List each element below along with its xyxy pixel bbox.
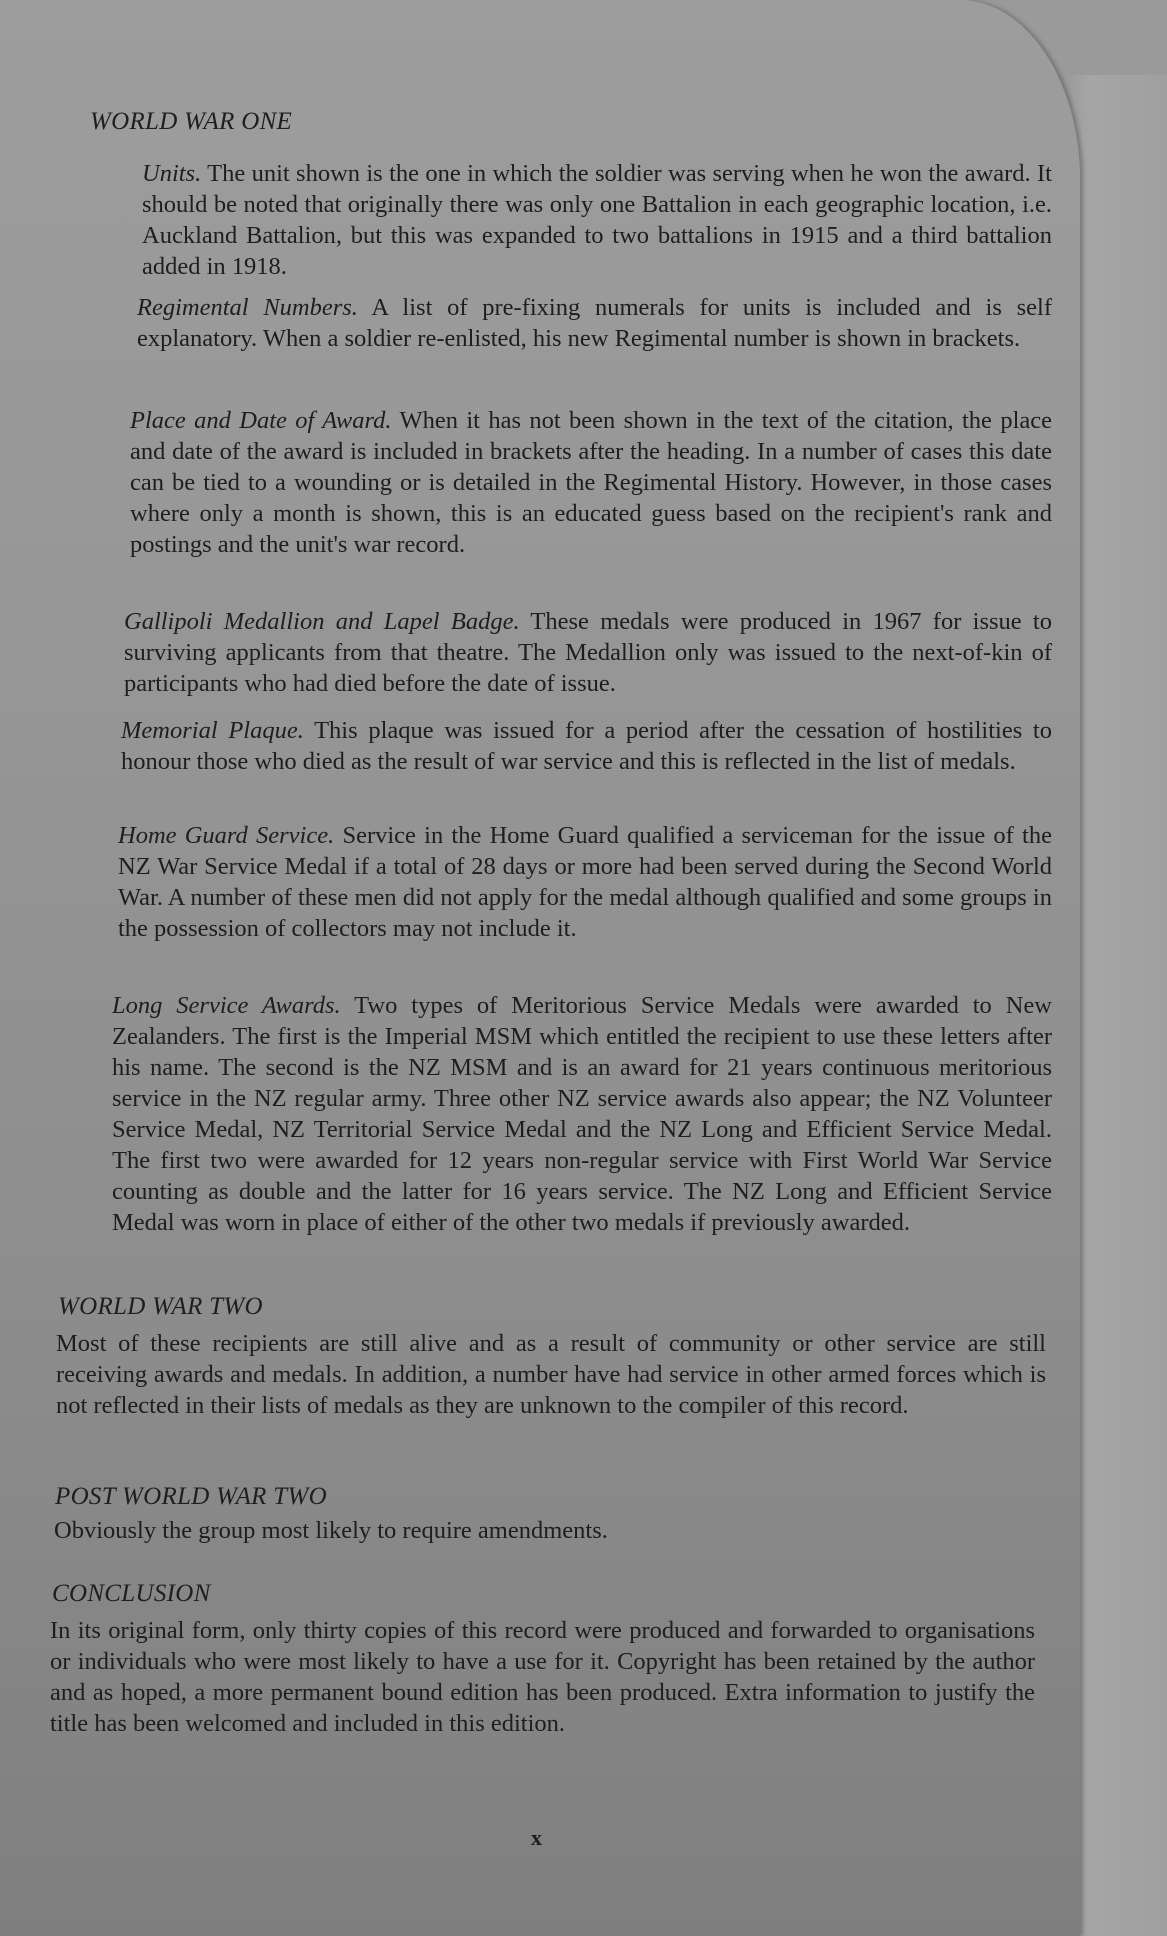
paragraph-world-war-two: Most of these recipients are still alive and as a result of community or other service are still receiving awards and medals. In addition, a number have had service in other armed forces which is not reflected in their lists of medals as they are unknown to the compiler of this record. bbox=[56, 1330, 1046, 1419]
paragraph-memorial-plaque bbox=[121, 715, 1052, 777]
paragraph-place-and-date bbox=[130, 405, 1052, 560]
paragraph-lead: Gallipoli Medallion and Lapel Badge. bbox=[124, 608, 520, 635]
paragraph-home-guard-service bbox=[118, 820, 1052, 944]
paragraph-text: These medals were produced in 1967 for issue to surviving applicants from that theatre. The Medallion only was issued to the next-of-kin of participants who had died before the date of issue. bbox=[124, 608, 1052, 697]
paragraph-units bbox=[142, 158, 1052, 282]
paragraph-lead: Memorial Plaque. bbox=[121, 717, 304, 744]
paragraph-lead: Place and Date of Award. bbox=[130, 407, 392, 434]
paragraph-text: Two types of Meritorious Service Medals were awarded to New Zealanders. The first is the Imperial MSM which entitled the recipient to use these letters after his name. The second is the NZ MSM and is an award for 21 years continuous meritorious service in the NZ regular army. Three other NZ service awards also appear; the NZ Volunteer Service Medal, NZ Territorial Service Medal and the NZ Long and Efficient Service Medal. The first two were awarded for 12 years non-regular service with First World War Service counting as double and the latter for 16 years service. The NZ Long and Efficient Service Medal was worn in place of either of the other two medals if previously awarded. bbox=[112, 992, 1053, 1236]
paragraph-text: The unit shown is the one in which the soldier was serving when he won the award. It should be noted that originally there was only one Battalion in each geographic location, i.e. Auckland Battalion, but this was expanded to two battalions in 1915 and a third battalion added in 1918. bbox=[142, 160, 1052, 280]
paragraph-text: This plaque was issued for a period after the cessation of hostilities to honour those who died as the result of war service and this is reflected in the list of medals. bbox=[121, 717, 1052, 775]
paragraph-lead: Long Service Awards. bbox=[112, 992, 341, 1019]
paragraph-lead: Home Guard Service. bbox=[118, 822, 335, 849]
paragraph-text: When it has not been shown in the text of the citation, the place and date of the award is included in brackets after the heading. In a number of cases this date can be tied to a wounding or is detailed in the Regimental History. However, in those cases where only a month is shown, this is an educated guess based on the recipient's rank and postings and the unit's war record. bbox=[130, 407, 1052, 558]
section-heading-world-war-two: WORLD WAR TWO bbox=[58, 1293, 263, 1320]
page-number: x bbox=[531, 1825, 542, 1850]
paragraph-text: Service in the Home Guard qualified a serviceman for the issue of the NZ War Service Medal if a total of 28 days or more had been served during the Second World War. A number of these men did not apply for the medal although qualified and some groups in the possession of collectors may not include it. bbox=[118, 822, 1052, 942]
paragraph-lead: Regimental Numbers. bbox=[137, 294, 358, 321]
paragraph-lead: Units. bbox=[142, 160, 202, 187]
section-heading-conclusion: CONCLUSION bbox=[52, 1580, 211, 1607]
paragraph-text: A list of pre-fixing numerals for units is included and is self explanatory. When a soldier re-enlisted, his new Regimental number is shown in brackets. bbox=[137, 294, 1052, 352]
paragraph-post-world-war-two: Obviously the group most likely to require amendments. bbox=[54, 1517, 608, 1544]
paragraph-long-service-awards bbox=[112, 990, 1052, 1238]
paragraph-gallipoli-medallion bbox=[124, 606, 1052, 699]
paragraph-regimental-numbers bbox=[137, 292, 1052, 354]
paragraph-conclusion: In its original form, only thirty copies of this record were produced and forwarded to organisations or individuals who were most likely to have a use for it. Copyright has been retained by the author and as hoped, a more permanent bound edition has been produced. Extra information to justify the title has been welcomed and included in this edition. bbox=[50, 1617, 1035, 1737]
section-heading-world-war-one: WORLD WAR ONE bbox=[90, 108, 293, 135]
section-heading-post-world-war-two: POST WORLD WAR TWO bbox=[55, 1483, 327, 1510]
